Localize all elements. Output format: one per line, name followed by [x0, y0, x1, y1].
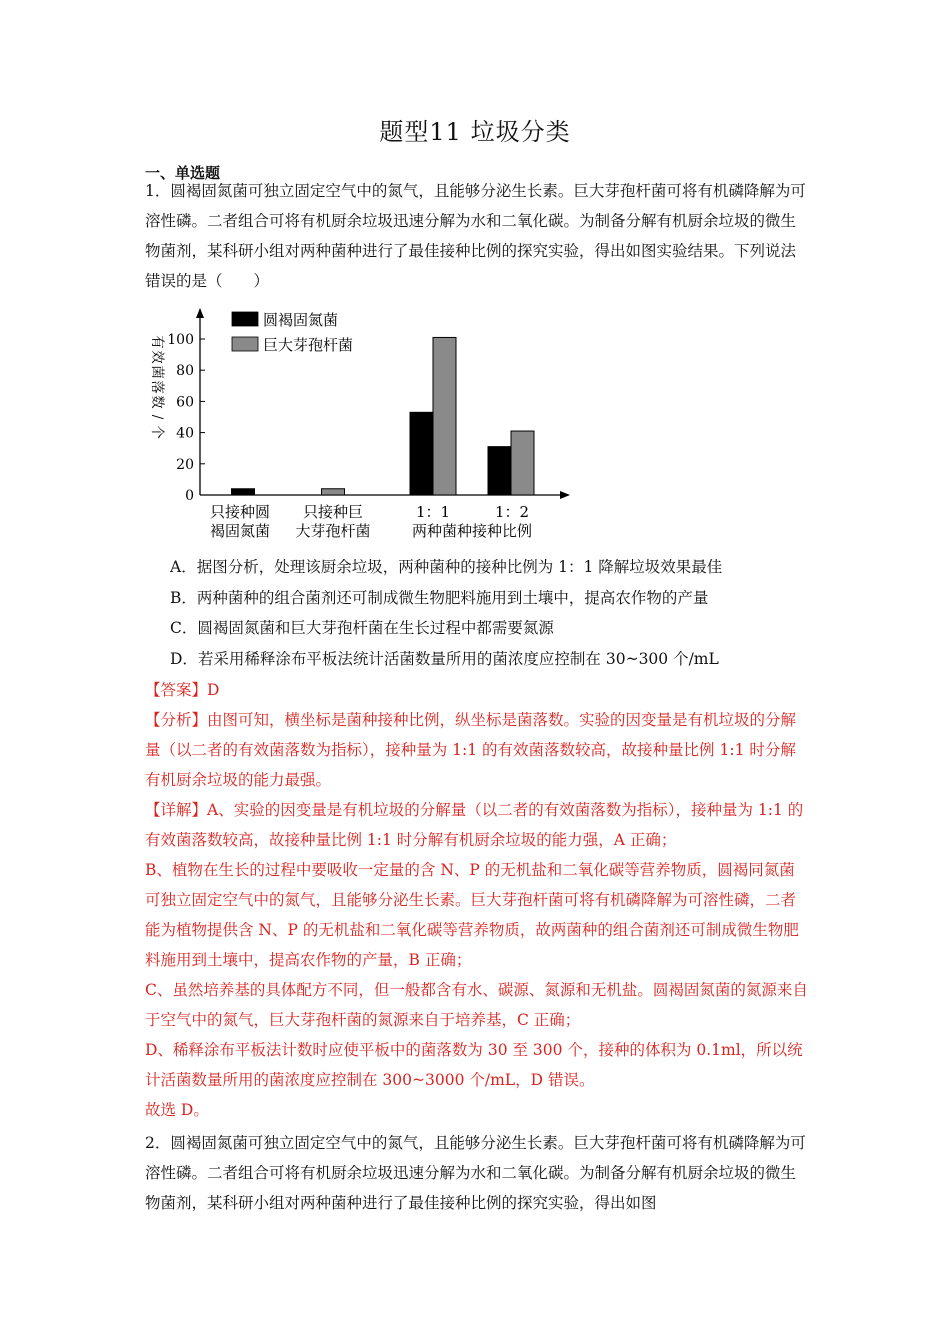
- question-1-text: 1．圆褐固氮菌可独立固定空气中的氮气，且能够分泌生长素。巨大芽孢杆菌可将有机磷降解为可溶性磷。二者组合可将有机厨余垃圾迅速分解为水和二氧化碳。为制备分解有机厨余垃圾的微生物菌剂，某科研小组对两种菌种进行了最佳接种比例的探究实验，得出如图实验结果。下列说法错误的是（ ）: [145, 182, 806, 290]
- bar-azotobacter: [410, 412, 433, 495]
- option-d[interactable]: D．若采用稀释涂布平板法统计活菌数量所用的菌浓度应控制在 30~300 个/mL: [170, 649, 719, 668]
- x-axis-arrow: [560, 491, 570, 499]
- x-tick-label: 大芽孢杆菌: [295, 522, 371, 540]
- detail-d-paragraph: D、稀释涂布平板法计数时应使平板中的菌落数为 30 至 300 个，接种的体积为 0.1ml，所以统计活菌数量所用的菌浓度应控制在 300~3000 个/mL，D 错误。: [145, 1041, 803, 1089]
- bar-azotobacter: [232, 489, 255, 495]
- legend-label: 圆褐固氮菌: [263, 311, 339, 329]
- option-c[interactable]: C．圆褐固氮菌和巨大芽孢杆菌在生长过程中都需要氮源: [170, 619, 554, 637]
- page-title: 题型11 垃圾分类: [379, 118, 571, 146]
- detail-b-paragraph: B、植物在生长的过程中要吸收一定量的含 N、P 的无机盐和二氧化碳等营养物质，圆褐同氮菌可独立固定空气中的氮气，且能够分泌生长素。巨大芽孢杆菌可将有机磷降解为可溶性磷，二者能为植物提供含 N、P 的无机盐和二氧化碳等营养物质，故两菌种的组合菌剂还可制成微生物肥料施用到土壤中，提高农作物的产量，B 正确；: [145, 861, 799, 969]
- y-axis-label-char: 个: [149, 425, 165, 439]
- x-tick-label: 只接种圆: [209, 503, 271, 521]
- y-tick-label: 0: [185, 488, 194, 504]
- y-axis-label-char: 数: [149, 395, 165, 409]
- y-axis-label-char: /: [149, 414, 165, 420]
- legend-swatch: [232, 337, 258, 351]
- y-axis-label-char: 效: [149, 350, 165, 364]
- x-tick-label: 1：1: [415, 503, 451, 521]
- bar-bacillus: [511, 431, 534, 495]
- legend-swatch: [232, 312, 258, 326]
- y-axis-label-char: 菌: [149, 365, 165, 379]
- y-axis-label-char: 有: [149, 335, 165, 349]
- option-a[interactable]: A．据图分析，处理该厨余垃圾，两种菌种的接种比例为 1：1 降解垃圾效果最佳: [170, 558, 723, 576]
- y-axis-arrow: [196, 308, 204, 318]
- bar-bacillus: [433, 337, 456, 495]
- question-1-options: [170, 552, 722, 674]
- analysis-paragraph: 【分析】由图可知，横坐标是菌种接种比例，纵坐标是菌落数。实验的因变量是有机垃圾的分解量（以二者的有效菌落数为指标），接种量为 1:1 的有效菌落数较高，故接种量比例 1:1 时分解有机厨余垃圾的能力最强。: [145, 711, 797, 789]
- bar-azotobacter: [488, 447, 511, 495]
- x-group-label: 两种菌种接种比例: [411, 522, 533, 540]
- conclusion-line: 故选 D。: [145, 1101, 209, 1119]
- detail-c-paragraph: C、虽然培养基的具体配方不同，但一般都含有水、碳源、氮源和无机盐。圆褐固氮菌的氮源来自于空气中的氮气，巨大芽孢杆菌的氮源来自于培养基，C 正确；: [145, 981, 808, 1029]
- bar-chart: [140, 298, 580, 552]
- answer-line: 【答案】D: [145, 681, 220, 699]
- legend-label: 巨大芽孢杆菌: [263, 336, 354, 354]
- bar-chart-svg: [140, 298, 580, 548]
- x-tick-label: 只接种巨: [302, 503, 364, 521]
- question-2-text: 2．圆褐固氮菌可独立固定空气中的氮气，且能够分泌生长素。巨大芽孢杆菌可将有机磷降解为可溶性磷。二者组合可将有机厨余垃圾迅速分解为水和二氧化碳。为制备分解有机厨余垃圾的微生物菌剂，某科研小组对两种菌种进行了最佳接种比例的探究实验，得出如图: [145, 1134, 806, 1212]
- y-tick-label: 40: [176, 425, 194, 442]
- bar-bacillus: [322, 489, 345, 495]
- section-heading: 一、单选题: [145, 164, 221, 182]
- x-tick-label: 1：2: [494, 503, 530, 521]
- y-tick-label: 20: [176, 456, 194, 473]
- option-b[interactable]: B．两种菌种的组合菌剂还可制成微生物肥料施用到土壤中，提高农作物的产量: [170, 588, 709, 607]
- y-tick-label: 80: [176, 363, 194, 380]
- answer-section: [145, 675, 810, 1125]
- detail-a-paragraph: 【详解】A、实验的因变量是有机垃圾的分解量（以二者的有效菌落数为指标），接种量为 1:1 的有效菌落数较高，故接种量比例 1:1 时分解有机厨余垃圾的能力强，A 正确；: [145, 801, 804, 849]
- y-tick-label: 60: [176, 394, 194, 411]
- y-tick-label: 100: [167, 332, 194, 348]
- x-tick-label: 褐固氮菌: [209, 522, 271, 540]
- y-axis-label-char: 落: [149, 380, 165, 394]
